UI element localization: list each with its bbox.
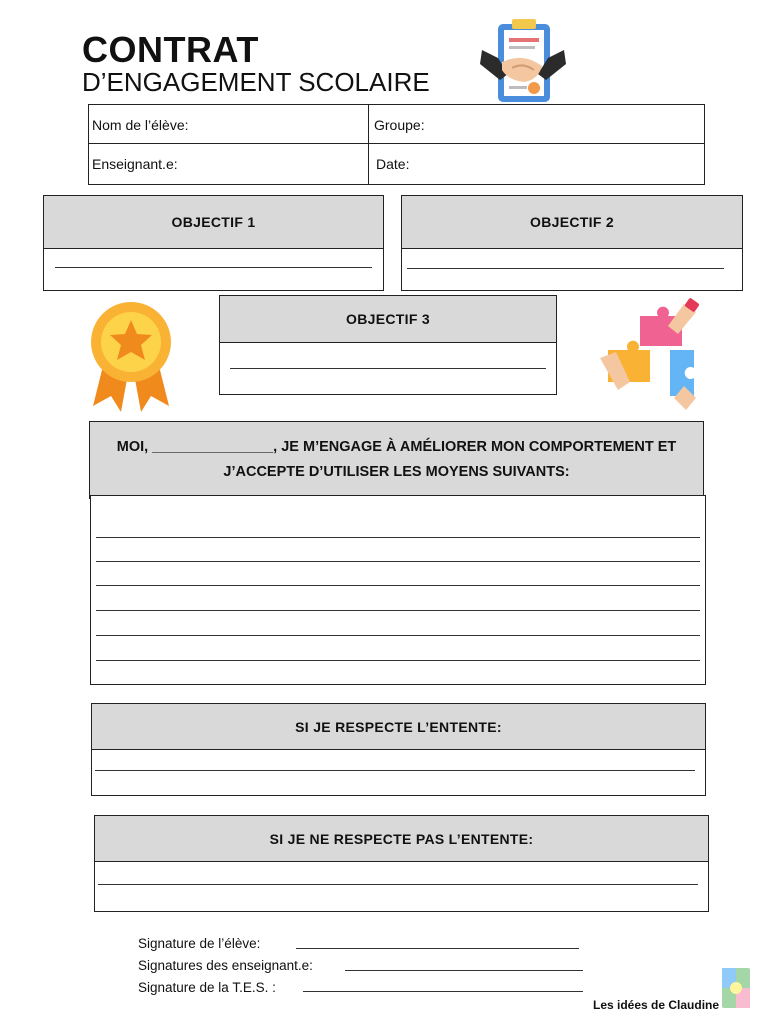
engagement-line-1: MOI, _______________, JE M’ENGAGE À AMÉLIORER MON COMPORTEMENT ET <box>116 439 677 455</box>
means-line[interactable] <box>96 585 700 586</box>
means-line[interactable] <box>96 635 700 636</box>
medal-icon <box>87 298 175 414</box>
means-line[interactable] <box>96 610 700 611</box>
engagement-header <box>89 421 704 499</box>
objective-1-header: OBJECTIF 1 <box>44 196 383 249</box>
signature-teachers-row <box>138 955 313 976</box>
objective-3-box <box>219 295 557 395</box>
signature-student-label: Signature de l’élève: <box>138 936 261 951</box>
objective-2-box <box>401 195 743 291</box>
student-name-label: Nom de l’élève: <box>92 117 189 133</box>
engagement-line-2: J’ACCEPTE D’UTILISER LES MOYENS SUIVANTS: <box>223 464 570 480</box>
means-box <box>90 495 706 685</box>
signature-tes-line[interactable] <box>303 991 583 992</box>
no-respect-header: SI JE NE RESPECTE PAS L’ENTENTE: <box>95 816 708 862</box>
brand-logo <box>722 968 750 1008</box>
info-table <box>88 104 705 185</box>
means-line[interactable] <box>96 537 700 538</box>
signature-tes-label: Signature de la T.E.S. : <box>138 980 276 995</box>
objective-3-line[interactable] <box>230 368 546 369</box>
respect-line[interactable] <box>95 770 695 771</box>
no-respect-box <box>94 815 709 912</box>
objective-1-box <box>43 195 384 291</box>
group-label: Groupe: <box>374 117 425 133</box>
means-line[interactable] <box>96 660 700 661</box>
no-respect-line[interactable] <box>98 884 698 885</box>
objective-2-header: OBJECTIF 2 <box>402 196 742 249</box>
page-title: CONTRAT <box>82 29 259 70</box>
objective-2-line[interactable] <box>407 268 724 269</box>
respect-header: SI JE RESPECTE L’ENTENTE: <box>92 704 705 750</box>
puzzle-hands-icon <box>600 298 710 410</box>
date-label: Date: <box>376 156 410 172</box>
page-subtitle: D’ENGAGEMENT SCOLAIRE <box>82 67 430 97</box>
objective-1-line[interactable] <box>55 267 372 268</box>
footer-credit: Les idées de Claudine <box>593 998 720 1012</box>
means-line[interactable] <box>96 561 700 562</box>
objective-3-header: OBJECTIF 3 <box>220 296 556 343</box>
signature-student-line[interactable] <box>296 948 579 949</box>
respect-box <box>91 703 706 796</box>
signature-teachers-line[interactable] <box>345 970 583 971</box>
contract-handshake-icon <box>478 14 568 106</box>
signature-tes-row <box>138 977 276 998</box>
signature-student-row <box>138 933 260 954</box>
signature-teachers-label: Signatures des enseignant.e: <box>138 958 313 973</box>
teacher-label: Enseignant.e: <box>92 156 178 172</box>
